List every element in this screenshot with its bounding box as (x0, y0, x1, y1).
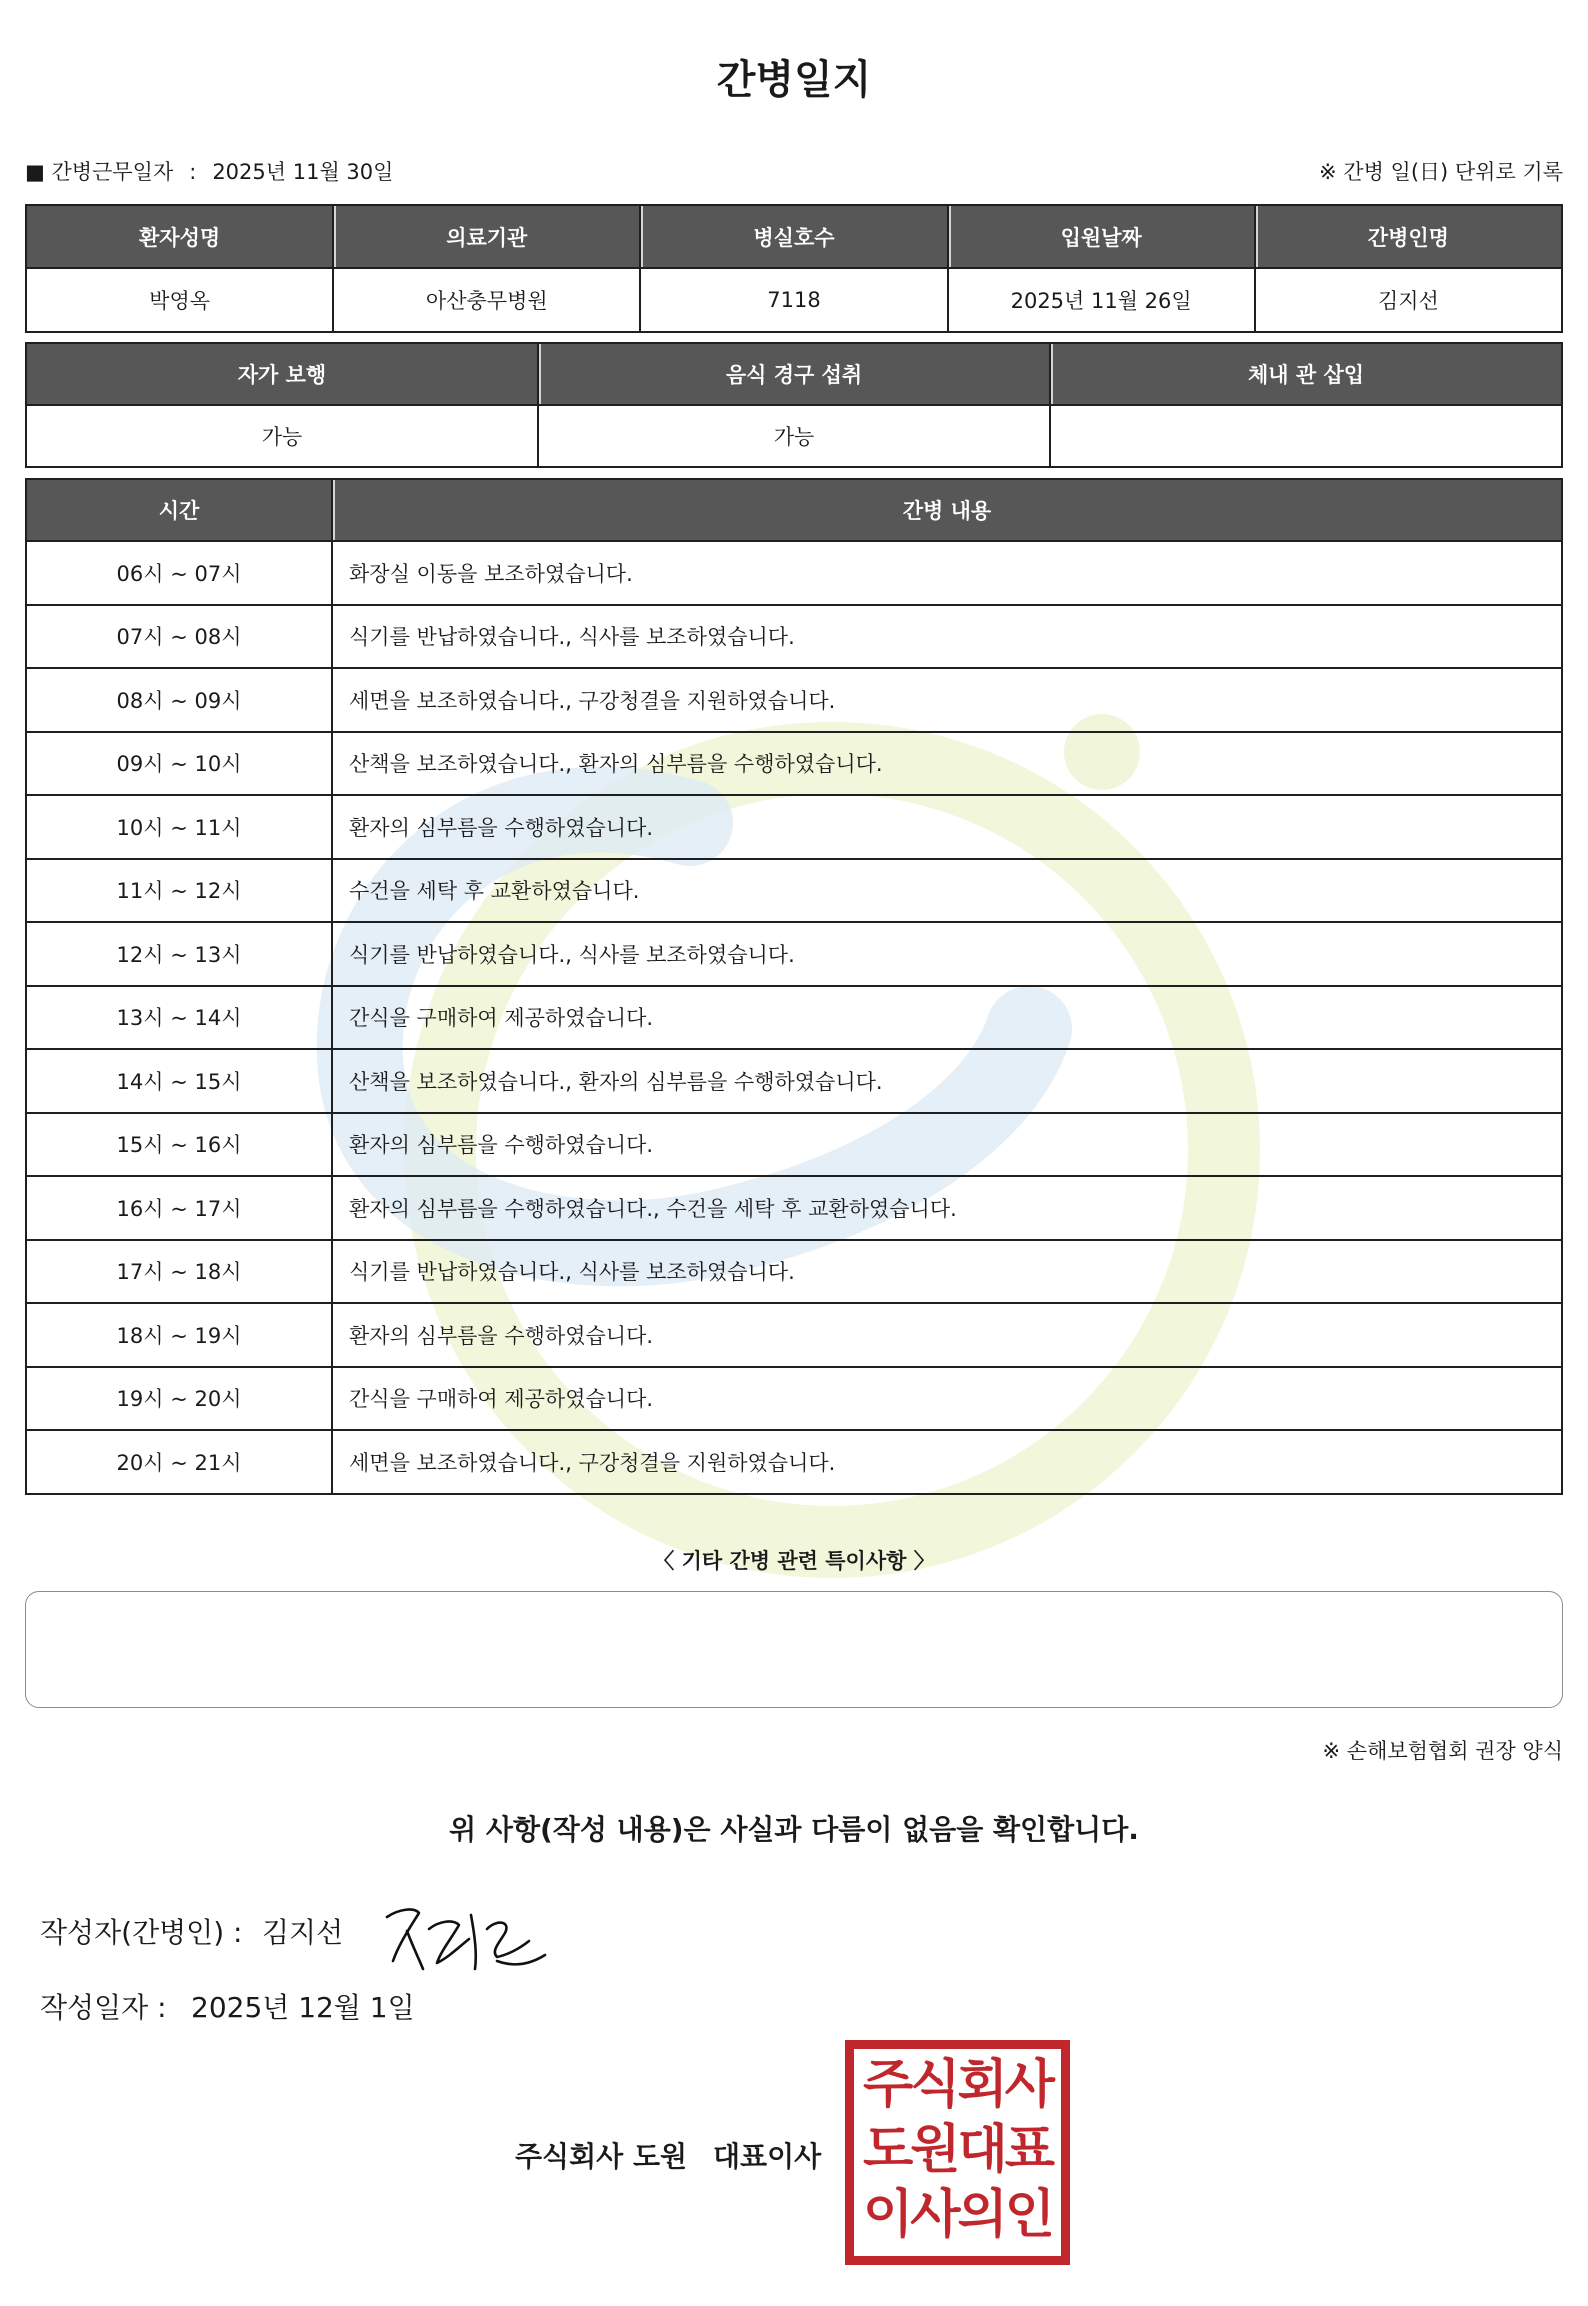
signature-stroke (471, 1915, 476, 1969)
work-date-line (25, 158, 1563, 186)
patient-info-value-row (26, 268, 1562, 332)
work-date-value: 2025년 11월 30일 (212, 160, 394, 184)
author-label: 작성자(간병인) : (40, 1916, 243, 1949)
log-time: 07시 ~ 08시 (26, 605, 332, 669)
signature-stroke (387, 1910, 419, 1961)
walking-status: 가능 (26, 405, 538, 467)
patient-name: 박영옥 (26, 268, 333, 332)
log-content: 세면을 보조하였습니다., 구강청결을 지원하였습니다. (332, 1430, 1562, 1494)
log-time: 18시 ~ 19시 (26, 1303, 332, 1367)
log-content: 식기를 반납하였습니다., 식사를 보조하였습니다. (332, 1240, 1562, 1304)
page-title: 간병일지 (716, 57, 872, 103)
log-time: 09시 ~ 10시 (26, 732, 332, 796)
signature-stroke (429, 1922, 469, 1963)
header-admission-date: 입원날짜 (948, 205, 1255, 268)
log-content: 간식을 구매하여 제공하였습니다. (332, 1367, 1562, 1431)
admission-date: 2025년 11월 26일 (948, 268, 1255, 332)
patient-status-table (25, 342, 1563, 468)
log-time: 20시 ~ 21시 (26, 1430, 332, 1494)
log-time: 11시 ~ 12시 (26, 859, 332, 923)
log-row (26, 986, 1562, 1050)
patient-status-value-row (26, 405, 1562, 467)
log-content: 수건을 세탁 후 교환하였습니다. (332, 859, 1562, 923)
seal-line: 도원대표 (863, 2120, 1052, 2180)
written-date-label: 작성일자 : (40, 1991, 167, 2024)
log-content: 식기를 반납하였습니다., 식사를 보조하였습니다. (332, 922, 1562, 986)
header-time: 시간 (26, 479, 332, 541)
log-content: 화장실 이동을 보조하였습니다. (332, 541, 1562, 605)
log-row (26, 1303, 1562, 1367)
log-row (26, 1367, 1562, 1431)
header-tube-insertion: 체내 관 삽입 (1050, 343, 1562, 405)
log-row (26, 1176, 1562, 1240)
header-oral-intake: 음식 경구 섭취 (538, 343, 1050, 405)
log-content: 세면을 보조하였습니다., 구강청결을 지원하였습니다. (332, 668, 1562, 732)
remarks-box (25, 1591, 1563, 1708)
log-time: 12시 ~ 13시 (26, 922, 332, 986)
care-log-header-row (26, 479, 1562, 541)
company-representative-title: 대표이사 (713, 2140, 822, 2173)
room-number: 7118 (640, 268, 947, 332)
log-row (26, 1113, 1562, 1177)
oral-intake-status: 가능 (538, 405, 1050, 467)
work-date-label: ■ 간병근무일자 (25, 160, 174, 184)
log-time: 17시 ~ 18시 (26, 1240, 332, 1304)
company-seal-stamp (845, 2040, 1070, 2265)
log-content: 환자의 심부름을 수행하였습니다. (332, 795, 1562, 859)
header-room-number: 병실호수 (640, 205, 947, 268)
work-date-group (25, 158, 393, 186)
remarks-title: 〈 기타 간병 관련 특이사항 〉 (653, 1549, 935, 1573)
log-row (26, 859, 1562, 923)
log-time: 10시 ~ 11시 (26, 795, 332, 859)
log-time: 08시 ~ 09시 (26, 668, 332, 732)
daily-record-note: ※ 간병 일(日) 단위로 기록 (1319, 160, 1563, 184)
hospital: 아산충무병원 (333, 268, 640, 332)
log-time: 13시 ~ 14시 (26, 986, 332, 1050)
log-content: 환자의 심부름을 수행하였습니다., 수건을 세탁 후 교환하였습니다. (332, 1176, 1562, 1240)
author-name: 김지선 (262, 1916, 344, 1949)
header-caregiver-name: 간병인명 (1255, 205, 1562, 268)
log-content: 환자의 심부름을 수행하였습니다. (332, 1303, 1562, 1367)
log-row (26, 1240, 1562, 1304)
log-time: 15시 ~ 16시 (26, 1113, 332, 1177)
log-content: 산책을 보조하였습니다., 환자의 심부름을 수행하였습니다. (332, 1049, 1562, 1113)
log-row (26, 922, 1562, 986)
patient-info-header-row (26, 205, 1562, 268)
log-time: 19시 ~ 20시 (26, 1367, 332, 1431)
header-patient-name: 환자성명 (26, 205, 333, 268)
header-care-content: 간병 내용 (332, 479, 1562, 541)
written-date-value: 2025년 12월 1일 (191, 1991, 415, 2024)
signature-stroke (407, 1931, 423, 1969)
confirmation-statement: 위 사항(작성 내용)은 사실과 다름이 없음을 확인합니다. (449, 1813, 1139, 1846)
log-content: 환자의 심부름을 수행하였습니다. (332, 1113, 1562, 1177)
form-source-note: ※ 손해보험협회 권장 양식 (1322, 1739, 1563, 1763)
log-time: 16시 ~ 17시 (26, 1176, 332, 1240)
patient-status-header-row (26, 343, 1562, 405)
log-content: 간식을 구매하여 제공하였습니다. (332, 986, 1562, 1050)
header-hospital: 의료기관 (333, 205, 640, 268)
log-row (26, 795, 1562, 859)
log-content: 식기를 반납하였습니다., 식사를 보조하였습니다. (332, 605, 1562, 669)
care-log-table (25, 478, 1563, 1495)
log-row (26, 605, 1562, 669)
company-name: 주식회사 도원 (515, 2140, 688, 2173)
tube-insertion-status (1050, 405, 1562, 467)
log-time: 14시 ~ 15시 (26, 1049, 332, 1113)
signature-stroke (487, 1923, 529, 1957)
care-log-body (26, 541, 1562, 1494)
seal-line: 이사의인 (863, 2185, 1052, 2245)
log-row (26, 732, 1562, 796)
log-row (26, 1049, 1562, 1113)
header-walking: 자가 보행 (26, 343, 538, 405)
signature (379, 1899, 549, 1974)
log-row (26, 541, 1562, 605)
seal-line: 주식회사 (863, 2055, 1052, 2115)
log-time: 06시 ~ 07시 (26, 541, 332, 605)
log-content: 산책을 보조하였습니다., 환자의 심부름을 수행하였습니다. (332, 732, 1562, 796)
log-row (26, 1430, 1562, 1494)
patient-info-table (25, 204, 1563, 333)
work-date-separator: : (189, 160, 197, 184)
caregiver-name: 김지선 (1255, 268, 1562, 332)
log-row (26, 668, 1562, 732)
